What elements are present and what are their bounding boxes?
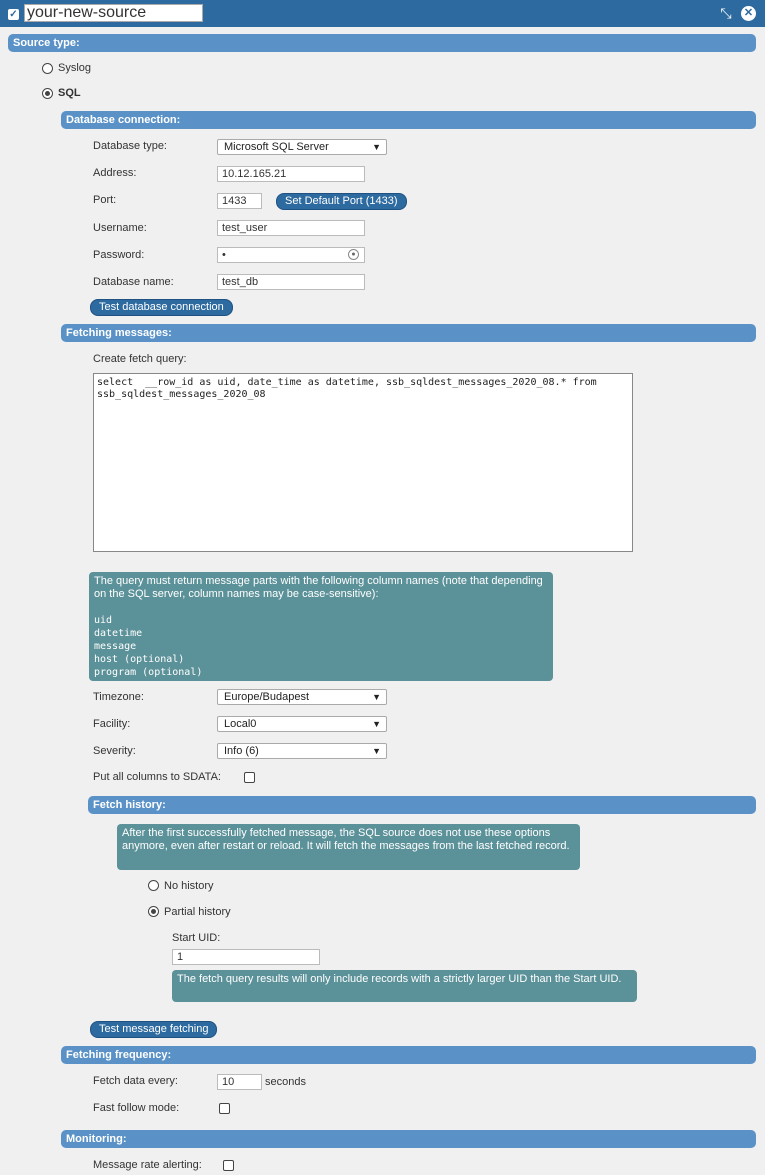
fetch-every-label: Fetch data every: <box>93 1075 178 1087</box>
db-type-value: Microsoft SQL Server <box>224 141 329 153</box>
rate-alert-label: Message rate alerting: <box>93 1159 202 1171</box>
chevron-down-icon: ▼ <box>372 746 381 756</box>
severity-select[interactable] <box>217 743 387 759</box>
radio-partial-history[interactable] <box>148 906 159 917</box>
db-type-select[interactable] <box>217 139 387 155</box>
radio-sql[interactable] <box>42 88 53 99</box>
timezone-value: Europe/Budapest <box>224 691 310 703</box>
fetch-history-header: Fetch history: <box>88 796 756 814</box>
fetch-every-unit: seconds <box>265 1076 306 1088</box>
column-uid: uid <box>94 615 113 626</box>
monitoring-header: Monitoring: <box>61 1130 756 1148</box>
sdata-label: Put all columns to SDATA: <box>93 771 221 783</box>
source-type-header: Source type: <box>8 34 756 52</box>
password-value: • <box>222 249 226 261</box>
fetch-query-textarea[interactable] <box>93 373 633 552</box>
sdata-checkbox[interactable] <box>244 772 255 783</box>
password-label: Password: <box>93 249 145 261</box>
enable-checkbox[interactable]: ✓ <box>9 9 18 20</box>
facility-select[interactable] <box>217 716 387 732</box>
query-info-box <box>89 572 553 681</box>
severity-label: Severity: <box>93 745 136 757</box>
db-connection-header: Database connection: <box>61 111 756 129</box>
test-message-fetching-button[interactable]: Test message fetching <box>90 1021 217 1038</box>
timezone-label: Timezone: <box>93 691 144 703</box>
fetching-messages-header: Fetching messages: <box>61 324 756 342</box>
fast-follow-checkbox[interactable] <box>219 1103 230 1114</box>
fetch-every-input[interactable]: 10 <box>217 1074 262 1090</box>
severity-value: Info (6) <box>224 745 259 757</box>
fetching-frequency-header: Fetching frequency: <box>61 1046 756 1064</box>
username-label: Username: <box>93 222 147 234</box>
address-input[interactable]: 10.12.165.21 <box>217 166 365 182</box>
timezone-select[interactable] <box>217 689 387 705</box>
fetch-query-label: Create fetch query: <box>93 353 187 365</box>
column-datetime: datetime <box>94 628 143 639</box>
radio-no-history[interactable] <box>148 880 159 891</box>
start-uid-input[interactable]: 1 <box>172 949 320 965</box>
query-info-text: The query must return message parts with the following column names (note that depending on the SQL server, column names may be case-sensitive): <box>94 575 543 600</box>
radio-sql-label: SQL <box>58 87 81 99</box>
test-db-connection-button[interactable]: Test database connection <box>90 299 233 316</box>
start-uid-label: Start UID: <box>172 932 221 944</box>
column-message: message <box>94 641 137 652</box>
radio-syslog[interactable] <box>42 63 53 74</box>
column-program: program (optional) <box>94 667 203 678</box>
port-input[interactable]: 1433 <box>217 193 262 209</box>
close-icon[interactable]: ✕ <box>741 6 756 21</box>
partial-history-label: Partial history <box>164 906 231 918</box>
dbname-input[interactable]: test_db <box>217 274 365 290</box>
fetch-history-info: After the first successfully fetched message, the SQL source does not use these options anymore, even after restart or reload. It will fetch the messages from the last fetched record. <box>117 824 580 870</box>
show-password-icon[interactable]: ● <box>348 249 359 260</box>
radio-syslog-label: Syslog <box>58 62 92 74</box>
password-input[interactable] <box>217 247 365 263</box>
start-uid-info: The fetch query results will only include records with a strictly larger UID than the Start UID. <box>172 970 637 1002</box>
facility-value: Local0 <box>224 718 257 730</box>
rate-alert-checkbox[interactable] <box>223 1160 234 1171</box>
source-name-input[interactable]: your-new-source <box>24 4 203 22</box>
username-input[interactable]: test_user <box>217 220 365 236</box>
fast-follow-label: Fast follow mode: <box>93 1102 180 1114</box>
no-history-label: No history <box>164 880 214 892</box>
facility-label: Facility: <box>93 718 131 730</box>
port-label: Port: <box>93 194 117 206</box>
collapse-icon[interactable]: ⤡ <box>720 5 732 21</box>
db-type-label: Database type: <box>93 140 167 152</box>
dbname-label: Database name: <box>93 276 174 288</box>
chevron-down-icon: ▼ <box>372 692 381 702</box>
set-default-port-button[interactable]: Set Default Port (1433) <box>276 193 407 210</box>
column-host: host (optional) <box>94 654 185 665</box>
chevron-down-icon: ▼ <box>372 142 381 152</box>
chevron-down-icon: ▼ <box>372 719 381 729</box>
address-label: Address: <box>93 167 137 179</box>
